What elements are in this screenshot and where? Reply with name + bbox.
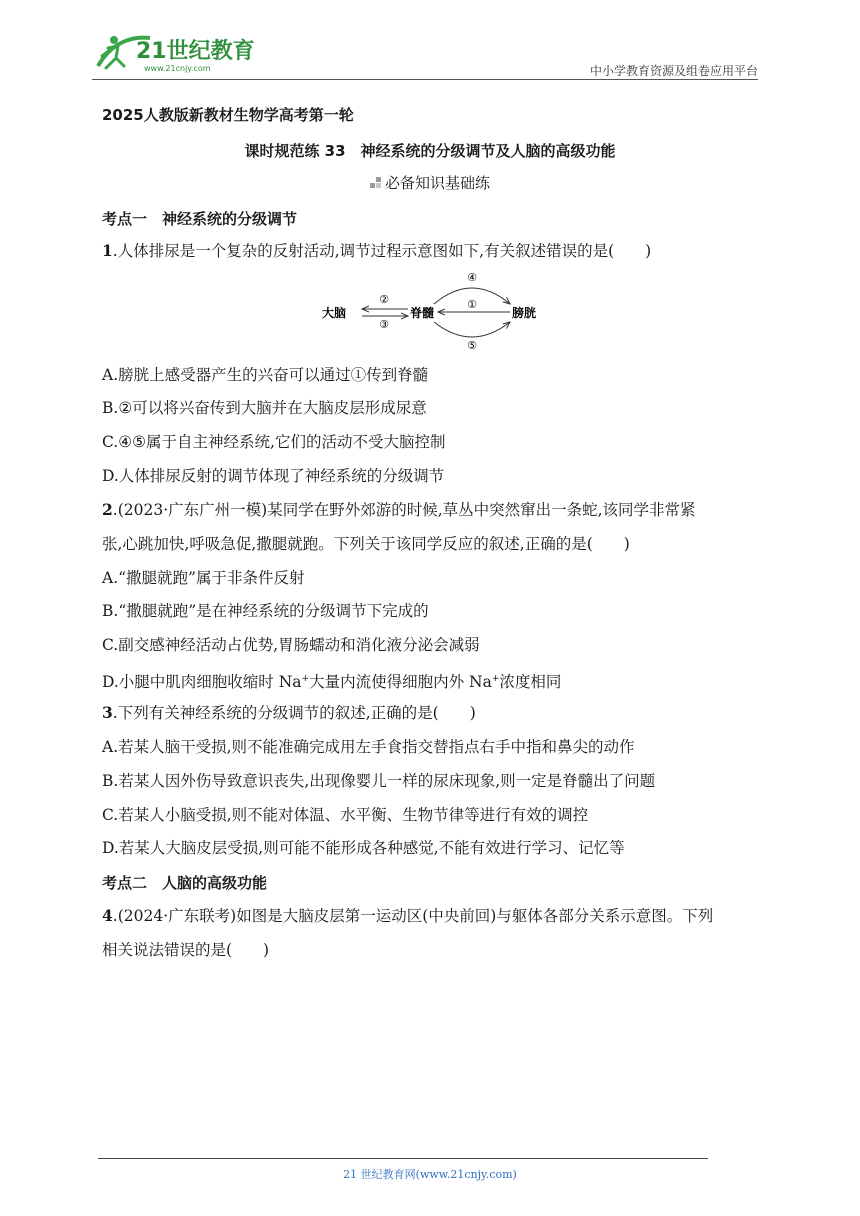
question-1: 1.人体排尿是一个复杂的反射活动,调节过程示意图如下,有关叙述错误的是( ) (102, 241, 652, 260)
node-brain: 大脑 (322, 306, 347, 320)
subtitle-text: 必备知识基础练 (384, 174, 490, 192)
option-b: B.“撒腿就跑”是在神经系统的分级调节下完成的 (102, 602, 429, 620)
section-heading: 考点一 神经系统的分级调节 (102, 210, 298, 228)
option-c: C.若某人小脑受损,则不能对体温、水平衡、生物节律等进行有效的调控 (102, 806, 589, 824)
option-d: D.人体排尿反射的调节体现了神经系统的分级调节 (102, 467, 445, 485)
option-c: C.④⑤属于自主神经系统,它们的活动不受大脑控制 (102, 433, 446, 451)
question-number: 3 (102, 703, 113, 722)
option-d: D.若某人大脑皮层受损,则可能不能形成各种感觉,不能有效进行学习、记忆等 (102, 839, 625, 857)
label-5: ⑤ (467, 339, 477, 352)
label-1: ① (467, 298, 477, 311)
subtitle (0, 172, 860, 193)
question-3: 3.下列有关神经系统的分级调节的叙述,正确的是( ) (102, 703, 476, 722)
question-number: 2 (102, 500, 113, 519)
option-a: A.“撒腿就跑”属于非条件反射 (102, 569, 305, 587)
site-logo (92, 32, 262, 76)
question-4: 4.(2024·广东联考)如图是大脑皮层第一运动区(中央前回)与躯体各部分关系示意图。下列 (102, 906, 714, 925)
squares-icon (370, 177, 382, 189)
option-d: D.小腿中肌肉细胞收缩时 Na+大量内流使得细胞内外 Na+浓度相同 (102, 673, 562, 692)
logo-url: www.21cnjy.com (144, 64, 211, 73)
footer-text: 21 世纪教育网(www.21cnjy.com) (343, 1168, 517, 1181)
option-b: B.若某人因外伤导致意识丧失,出现像婴儿一样的尿床现象,则一定是脊髓出了问题 (102, 772, 656, 790)
page-header (92, 30, 758, 80)
label-4: ④ (467, 271, 477, 284)
option-a: A.若某人脑干受损,则不能准确完成用左手食指交替指点右手中指和鼻尖的动作 (102, 738, 635, 756)
question-stem: (2023·广东广州一模)某同学在野外郊游的时候,草丛中突然窜出一条蛇,该同学非常紧 (117, 501, 696, 519)
header-divider (92, 79, 758, 80)
question-stem: (2024·广东联考)如图是大脑皮层第一运动区(中央前回)与躯体各部分关系示意图。下列 (117, 907, 714, 925)
label-2: ② (379, 293, 389, 306)
question-number: 1 (102, 241, 113, 260)
course-title: 2025人教版新教材生物学高考第一轮 (102, 106, 354, 124)
option-b: B.②可以将兴奋传到大脑并在大脑皮层形成尿意 (102, 399, 427, 417)
node-spinal-cord: 脊髓 (410, 306, 435, 320)
option-a: A.膀胱上感受器产生的兴奋可以通过①传到脊髓 (102, 366, 429, 384)
node-bladder: 膀胱 (512, 306, 537, 320)
question-stem: 下列有关神经系统的分级调节的叙述,正确的是( ) (117, 704, 476, 722)
question-stem: 人体排尿是一个复杂的反射活动,调节过程示意图如下,有关叙述错误的是( ) (117, 242, 652, 260)
logo-text: 21世纪教育 (136, 39, 255, 64)
practice-title: 课时规范练 33 神经系统的分级调节及人脑的高级功能 (244, 142, 616, 160)
option-c: C.副交感神经活动占优势,胃肠蠕动和消化液分泌会减弱 (102, 636, 480, 654)
question-stem-continued: 张,心跳加快,呼吸急促,撒腿就跑。下列关于该同学反应的叙述,正确的是( ) (102, 535, 630, 553)
urination-reflex-diagram (310, 266, 550, 352)
question-2: 2.(2023·广东广州一模)某同学在野外郊游的时候,草丛中突然窜出一条蛇,该同学非常紧 (102, 500, 696, 519)
question-number: 4 (102, 906, 113, 925)
platform-name: 中小学教育资源及组卷应用平台 (589, 64, 758, 78)
footer-divider (98, 1158, 708, 1159)
section-heading: 考点二 人脑的高级功能 (102, 874, 268, 892)
label-3: ③ (379, 318, 389, 331)
question-stem-continued: 相关说法错误的是( ) (102, 941, 270, 959)
